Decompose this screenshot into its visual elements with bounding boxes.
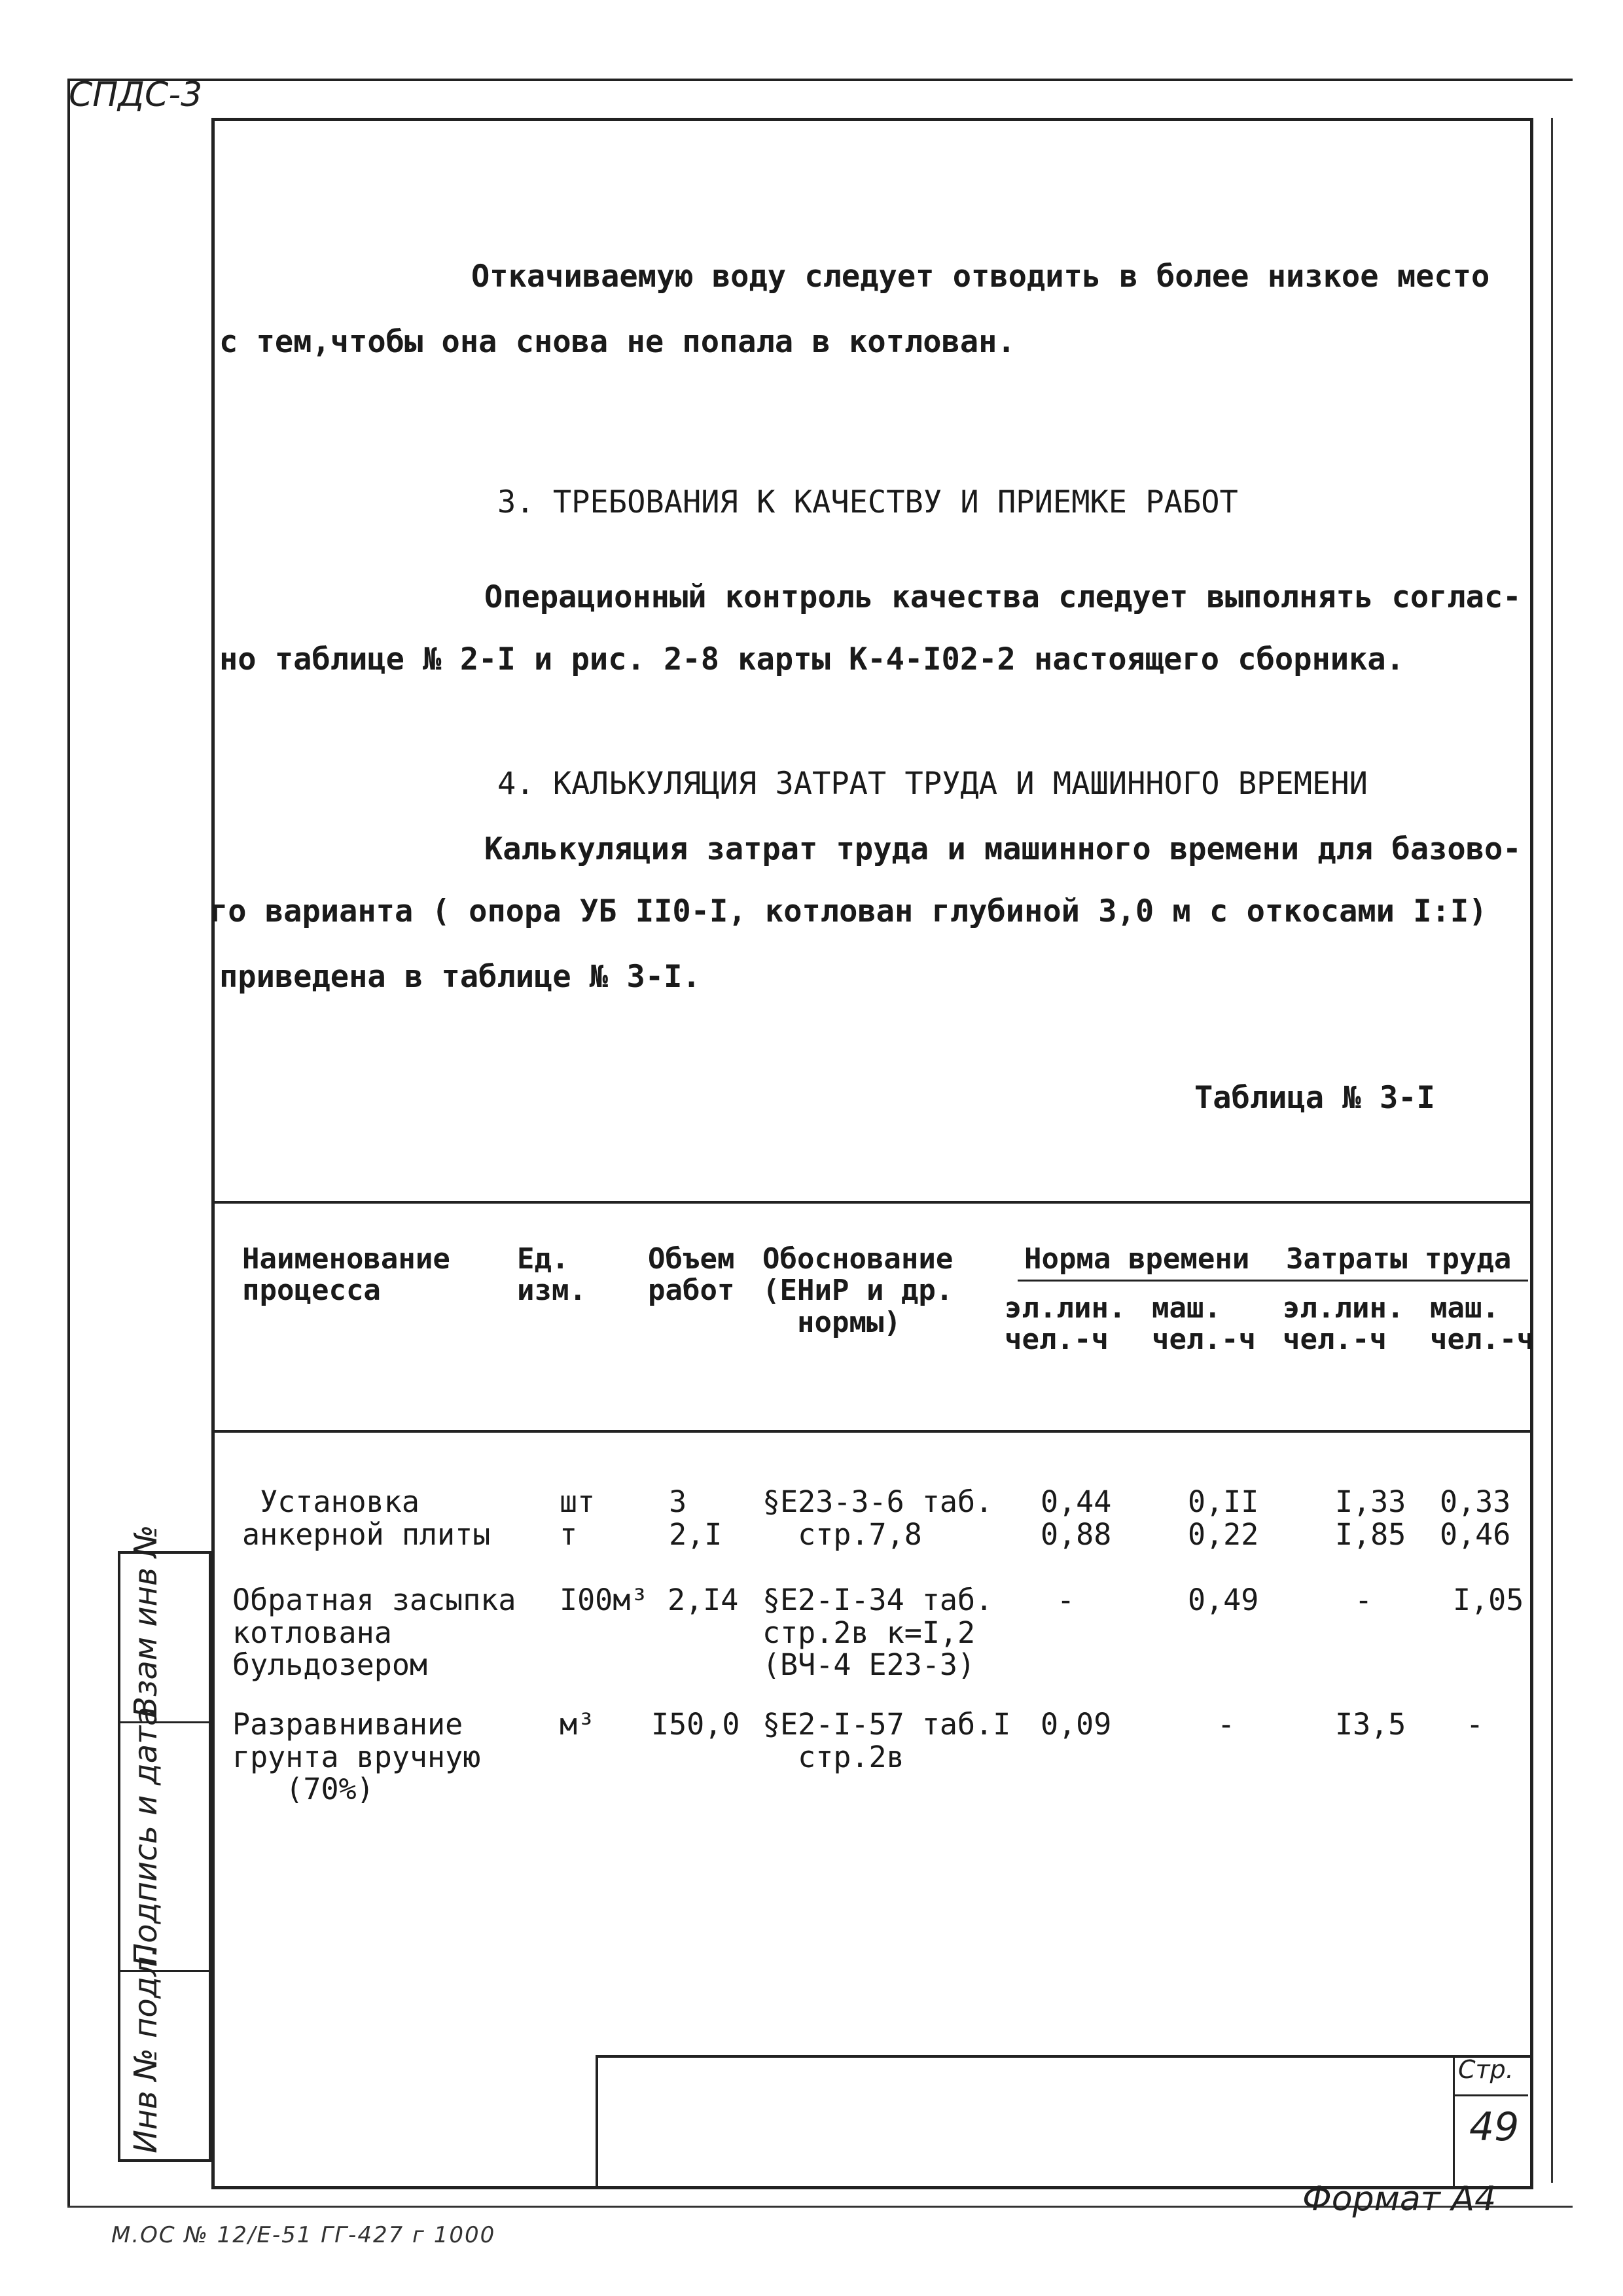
header-norm-group: Норма времени — [1024, 1242, 1250, 1276]
page-number: 49 — [1469, 2104, 1520, 2150]
page-label: Стр. — [1458, 2055, 1514, 2084]
para2-line1: Операционный контроль качества следует выполнять соглас- — [484, 579, 1522, 615]
table-caption: Таблица № 3-I — [1194, 1080, 1435, 1116]
table-row-3-norm-el: 0,09 — [1041, 1707, 1112, 1742]
table-row-2-cost-mash: I,05 — [1453, 1583, 1524, 1617]
table-header-bottom-rule — [211, 1430, 1530, 1433]
header-name: Наименование процесса — [242, 1242, 450, 1308]
header-norm-mash: маш. чел.-ч — [1152, 1291, 1256, 1357]
table-row-1-cost-mash: 0,33 0,46 — [1440, 1484, 1511, 1552]
bottom-code: М.ОС № 12/Е-51 ГГ-427 г 1000 — [111, 2222, 496, 2248]
table-row-3-name: Разравнивание грунта вручную (70%) — [232, 1707, 481, 1806]
table-row-3-unit: м³ — [560, 1707, 596, 1742]
table-row-1-basis: §Е23-3-6 таб. стр.7,8 — [762, 1484, 993, 1552]
side-podpis-data: Подпись и дата — [128, 1706, 164, 1967]
table-row-2-cost-el: - — [1355, 1583, 1373, 1617]
table-row-3-cost-el: I3,5 — [1335, 1707, 1406, 1742]
header-volume: Объем работ — [648, 1242, 735, 1308]
page-box-divider — [1453, 2094, 1528, 2096]
table-row-3-volume: I50,0 — [651, 1707, 740, 1742]
para1-line2: с тем,чтобы она снова не попала в котлован. — [219, 324, 1016, 360]
side-vzam-inv: Взам инв № — [128, 1524, 164, 1718]
corner-code: СПДС-3 — [69, 75, 203, 115]
table-row-3-cost-mash: - — [1466, 1707, 1484, 1742]
table-row-2-basis: §Е2-I-34 таб. стр.2в к=I,2 (ВЧ-4 Е23-3) — [762, 1583, 993, 1682]
side-inv-podl: Инв № подл. — [128, 1946, 164, 2153]
table-row-1-name: Установка анкерной плиты — [242, 1484, 491, 1552]
header-group-underline — [1018, 1280, 1528, 1282]
header-cost-el: эл.лин. чел.-ч — [1283, 1291, 1404, 1357]
title-stamp-box — [596, 2055, 1531, 2189]
table-row-2-volume: 2,I4 — [668, 1583, 739, 1617]
header-cost-mash: маш. чел.-ч — [1430, 1291, 1534, 1357]
format-label: Формат А4 — [1302, 2179, 1497, 2219]
section4-heading: 4. КАЛЬКУЛЯЦИЯ ЗАТРАТ ТРУДА И МАШИННОГО ВРЕМЕНИ — [497, 766, 1368, 802]
table-row-3-basis: §Е2-I-57 таб.I стр.2в — [762, 1707, 1011, 1774]
table-row-1-volume: 3 2,I — [669, 1484, 722, 1552]
para1-line1: Откачиваемую воду следует отводить в более низкое место — [471, 259, 1490, 295]
para3-line2: го варианта ( опора УБ II0-I, котлован глубиной 3,0 м с откосами I:I) — [209, 893, 1488, 929]
table-row-1-norm-el: 0,44 0,88 — [1041, 1484, 1112, 1552]
table-top-rule — [211, 1201, 1530, 1204]
header-unit: Ед. изм. — [517, 1242, 586, 1308]
header-cost-group: Затраты труда — [1286, 1242, 1512, 1276]
para3-line1: Калькуляция затрат труда и машинного времени для базово- — [484, 831, 1522, 867]
table-row-2-norm-el: - — [1057, 1583, 1075, 1617]
para2-line2: но таблице № 2-I и рис. 2-8 карты К-4-I02-2 настоящего сборника. — [219, 641, 1404, 677]
table-row-1-unit: шт т — [560, 1484, 596, 1552]
inner-frame — [211, 118, 1533, 2189]
para3-line3: приведена в таблице № 3-I. — [219, 959, 701, 995]
header-norm-el: эл.лин. чел.-ч — [1005, 1291, 1126, 1357]
table-row-1-norm-mash: 0,II 0,22 — [1188, 1484, 1259, 1552]
right-frame-line — [1551, 118, 1553, 2183]
table-row-1-cost-el: I,33 I,85 — [1335, 1484, 1406, 1552]
table-row-2-unit: I00м³ — [560, 1583, 649, 1617]
header-basis: Обоснование (ЕНиР и др. нормы) — [762, 1242, 954, 1339]
section3-heading: 3. ТРЕБОВАНИЯ К КАЧЕСТВУ И ПРИЕМКЕ РАБОТ — [497, 484, 1238, 520]
table-row-2-norm-mash: 0,49 — [1188, 1583, 1259, 1617]
table-row-3-norm-mash: - — [1217, 1707, 1236, 1742]
table-row-2-name: Обратная засыпка котлована бульдозером — [232, 1583, 516, 1682]
